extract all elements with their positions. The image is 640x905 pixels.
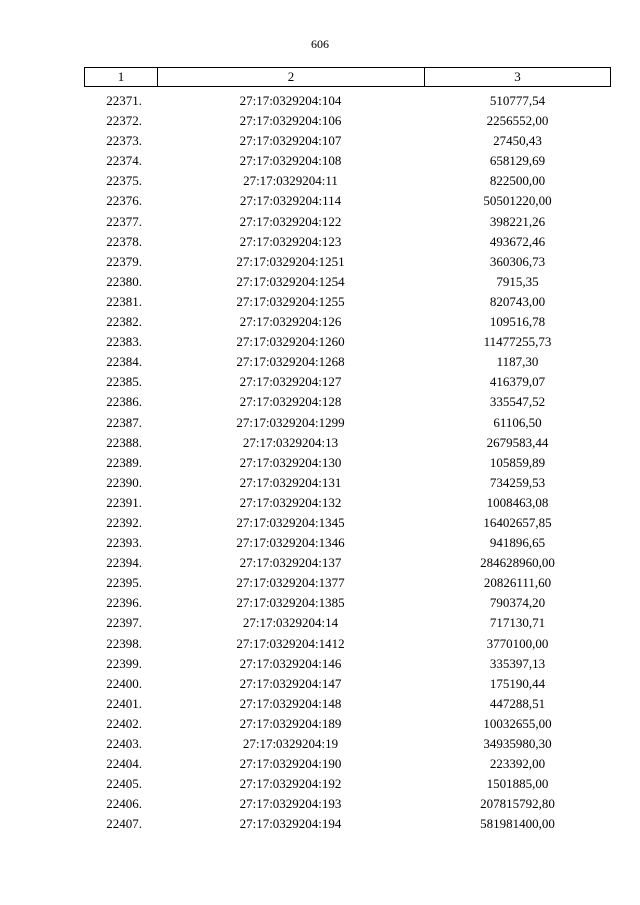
row-number: 22376. bbox=[106, 193, 142, 209]
table-row bbox=[84, 292, 611, 312]
row-number: 22373. bbox=[106, 133, 142, 149]
row-number: 22379. bbox=[106, 253, 142, 269]
row-number: 22399. bbox=[106, 655, 142, 671]
cadastral-value: 61106,50 bbox=[493, 414, 542, 430]
row-number: 22396. bbox=[106, 595, 142, 611]
cadastral-value: 335397,13 bbox=[489, 655, 546, 671]
row-number: 22406. bbox=[106, 796, 142, 812]
column-header-1: 1 bbox=[85, 68, 158, 86]
table-row bbox=[84, 312, 611, 332]
table-row bbox=[84, 252, 611, 272]
table-row bbox=[84, 473, 611, 493]
cadastral-number: 27:17:0329204:1346 bbox=[236, 535, 345, 551]
cadastral-value: 27450,43 bbox=[493, 133, 542, 149]
column-header-3: 3 bbox=[514, 69, 521, 84]
row-number: 22380. bbox=[106, 273, 142, 289]
row-number: 22395. bbox=[106, 575, 142, 591]
cadastral-value: 207815792,80 bbox=[480, 796, 555, 812]
cadastral-value: 7915,35 bbox=[496, 273, 539, 289]
cadastral-number: 27:17:0329204:1260 bbox=[236, 334, 345, 350]
row-number: 22386. bbox=[106, 394, 142, 410]
table-row bbox=[84, 674, 611, 694]
row-number: 22401. bbox=[106, 695, 142, 711]
cadastral-number: 27:17:0329204:1254 bbox=[236, 273, 345, 289]
cadastral-number: 27:17:0329204:107 bbox=[239, 133, 342, 149]
cadastral-value: 734259,53 bbox=[489, 474, 546, 490]
cadastral-value: 2256552,00 bbox=[486, 113, 549, 129]
cadastral-value: 284628960,00 bbox=[480, 555, 555, 571]
row-number: 22372. bbox=[106, 113, 142, 129]
cadastral-number: 27:17:0329204:127 bbox=[239, 374, 342, 390]
table-row bbox=[84, 794, 611, 814]
row-number: 22394. bbox=[106, 555, 142, 571]
cadastral-number: 27:17:0329204:14 bbox=[242, 615, 339, 631]
cadastral-value: 175190,44 bbox=[489, 675, 546, 691]
cadastral-value: 34935980,30 bbox=[483, 736, 552, 751]
cadastral-value: 16402657,85 bbox=[483, 514, 552, 530]
cadastral-value: 20826111,60 bbox=[483, 575, 552, 591]
cadastral-number: 27:17:0329204:1412 bbox=[236, 635, 345, 651]
row-number: 22375. bbox=[106, 173, 142, 189]
table-row bbox=[84, 352, 611, 372]
cadastral-number: 27:17:0329204:1268 bbox=[236, 354, 345, 370]
cadastral-value: 105859,89 bbox=[489, 454, 546, 470]
column-header-2: 2 bbox=[158, 68, 425, 86]
cadastral-value: 822500,00 bbox=[489, 173, 546, 189]
row-number: 22382. bbox=[106, 314, 142, 330]
cadastral-number: 27:17:0329204:146 bbox=[239, 655, 342, 671]
cadastral-number: 27:17:0329204:192 bbox=[239, 776, 342, 792]
cadastral-value: 790374,20 bbox=[489, 595, 546, 611]
row-number: 22407. bbox=[106, 816, 142, 832]
table-row bbox=[84, 191, 611, 211]
row-number: 22397. bbox=[106, 615, 142, 631]
cadastral-number: 27:17:0329204:104 bbox=[239, 93, 342, 108]
cadastral-number: 27:17:0329204:137 bbox=[239, 555, 342, 571]
table-body bbox=[84, 91, 611, 834]
cadastral-number: 27:17:0329204:114 bbox=[239, 193, 342, 209]
page-number: 606 bbox=[311, 37, 329, 51]
row-number: 22377. bbox=[106, 213, 142, 229]
cadastral-value: 717130,71 bbox=[489, 615, 546, 631]
table-row bbox=[84, 413, 611, 433]
row-number: 22381. bbox=[106, 293, 142, 309]
cadastral-number: 27:17:0329204:190 bbox=[239, 756, 342, 772]
cadastral-value: 360306,73 bbox=[489, 253, 546, 269]
cadastral-number: 27:17:0329204:106 bbox=[239, 113, 342, 129]
table-row bbox=[84, 171, 611, 191]
row-number: 22389. bbox=[106, 454, 142, 470]
row-number: 22378. bbox=[106, 233, 142, 249]
table-row bbox=[84, 533, 611, 553]
cadastral-value: 1501885,00 bbox=[486, 776, 549, 792]
table-row bbox=[84, 513, 611, 533]
table-row bbox=[84, 493, 611, 513]
row-number: 22405. bbox=[106, 776, 142, 792]
table-row bbox=[84, 714, 611, 734]
table-row bbox=[84, 734, 611, 754]
row-number: 22400. bbox=[106, 675, 142, 691]
cadastral-value: 398221,26 bbox=[489, 213, 546, 229]
cadastral-value: 11477255,73 bbox=[483, 334, 552, 350]
cadastral-number: 27:17:0329204:131 bbox=[239, 474, 342, 490]
table-row bbox=[84, 372, 611, 392]
cadastral-value: 820743,00 bbox=[489, 293, 546, 309]
cadastral-value: 223392,00 bbox=[489, 756, 546, 772]
cadastral-number: 27:17:0329204:1251 bbox=[236, 253, 345, 269]
table-row bbox=[84, 131, 611, 151]
cadastral-number: 27:17:0329204:130 bbox=[239, 454, 342, 470]
cadastral-number: 27:17:0329204:1377 bbox=[236, 575, 345, 591]
cadastral-value: 2679583,44 bbox=[486, 434, 549, 450]
cadastral-number: 27:17:0329204:126 bbox=[239, 314, 342, 330]
table-row bbox=[84, 754, 611, 774]
cadastral-value: 416379,07 bbox=[489, 374, 546, 390]
row-number: 22383. bbox=[106, 334, 142, 350]
cadastral-number: 27:17:0329204:189 bbox=[239, 715, 342, 731]
cadastral-number: 27:17:0329204:132 bbox=[239, 494, 342, 510]
table-header bbox=[84, 67, 611, 87]
table-row bbox=[84, 694, 611, 714]
table-row bbox=[84, 553, 611, 573]
cadastral-number: 27:17:0329204:13 bbox=[242, 434, 339, 450]
cadastral-value: 581981400,00 bbox=[480, 816, 555, 832]
cadastral-number: 27:17:0329204:1299 bbox=[236, 414, 345, 430]
row-number: 22371. bbox=[106, 93, 142, 108]
cadastral-value: 941896,65 bbox=[489, 535, 546, 551]
row-number: 22384. bbox=[106, 354, 142, 370]
row-number: 22388. bbox=[106, 434, 142, 450]
cadastral-value: 10032655,00 bbox=[483, 715, 552, 731]
cadastral-value: 1187,30 bbox=[496, 354, 539, 370]
cadastral-number: 27:17:0329204:122 bbox=[239, 213, 342, 229]
table-row bbox=[84, 593, 611, 613]
table-row bbox=[84, 111, 611, 131]
cadastral-value: 1008463,08 bbox=[486, 494, 549, 510]
row-number: 22402. bbox=[106, 715, 142, 731]
cadastral-value: 50501220,00 bbox=[483, 193, 552, 209]
row-number: 22403. bbox=[106, 736, 142, 751]
table-row bbox=[84, 91, 611, 111]
table-row bbox=[84, 634, 611, 654]
cadastral-number: 27:17:0329204:1345 bbox=[236, 514, 345, 530]
cadastral-number: 27:17:0329204:128 bbox=[239, 394, 342, 410]
cadastral-number: 27:17:0329204:148 bbox=[239, 695, 342, 711]
table-row bbox=[84, 232, 611, 252]
row-number: 22385. bbox=[106, 374, 142, 390]
table-row bbox=[84, 814, 611, 834]
table-row bbox=[84, 392, 611, 412]
row-number: 22387. bbox=[106, 414, 142, 430]
cadastral-number: 27:17:0329204:147 bbox=[239, 675, 342, 691]
table-row bbox=[84, 573, 611, 593]
row-number: 22374. bbox=[106, 153, 142, 169]
table-row bbox=[84, 453, 611, 473]
cadastral-number: 27:17:0329204:1255 bbox=[236, 293, 345, 309]
cadastral-number: 27:17:0329204:19 bbox=[242, 736, 339, 751]
cadastral-value: 658129,69 bbox=[489, 153, 546, 169]
cadastral-value: 335547,52 bbox=[489, 394, 546, 410]
cadastral-value: 510777,54 bbox=[489, 93, 546, 108]
cadastral-number: 27:17:0329204:1385 bbox=[236, 595, 345, 611]
cadastral-number: 27:17:0329204:11 bbox=[243, 173, 338, 189]
table-row bbox=[84, 654, 611, 674]
table-row bbox=[84, 272, 611, 292]
table-row bbox=[84, 613, 611, 633]
row-number: 22391. bbox=[106, 494, 142, 510]
cadastral-value: 493672,46 bbox=[489, 233, 546, 249]
table-row bbox=[84, 151, 611, 171]
cadastral-number: 27:17:0329204:123 bbox=[239, 233, 342, 249]
row-number: 22390. bbox=[106, 474, 142, 490]
cadastral-number: 27:17:0329204:108 bbox=[239, 153, 342, 169]
row-number: 22392. bbox=[106, 514, 142, 530]
table-row bbox=[84, 332, 611, 352]
row-number: 22404. bbox=[106, 756, 142, 772]
table-row bbox=[84, 774, 611, 794]
cadastral-value: 109516,78 bbox=[489, 314, 546, 330]
row-number: 22398. bbox=[106, 635, 142, 651]
row-number: 22393. bbox=[106, 535, 142, 551]
cadastral-value: 3770100,00 bbox=[486, 635, 549, 651]
cadastral-number: 27:17:0329204:194 bbox=[239, 816, 342, 832]
table-row bbox=[84, 212, 611, 232]
cadastral-number: 27:17:0329204:193 bbox=[239, 796, 342, 812]
table-row bbox=[84, 433, 611, 453]
cadastral-value: 447288,51 bbox=[489, 695, 546, 711]
